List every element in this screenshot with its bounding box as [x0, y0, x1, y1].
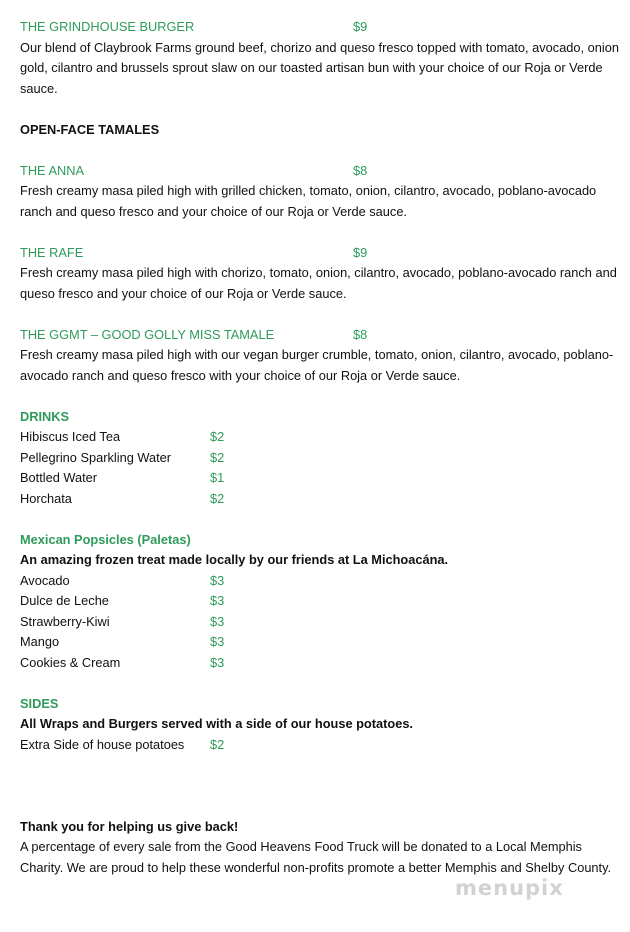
popsicle-row	[20, 571, 626, 592]
item-price: $9	[353, 244, 368, 260]
drink-name: Hibiscus Iced Tea	[20, 429, 121, 444]
popsicle-price: $3	[210, 593, 225, 608]
popsicle-name: Mango	[20, 634, 60, 649]
drink-name: Horchata	[20, 490, 72, 506]
section-heading-sides: SIDES	[20, 695, 59, 711]
item-description: Fresh creamy masa piled high with chorizo, tomato, onion, cilantro, avocado, poblano-avocado ranch and queso fresco and your choice of our Roja or Verde sauce.	[20, 265, 617, 301]
item-description: Our blend of Claybrook Farms ground beef, chorizo and queso fresco topped with tomato, avocado, onion gold, cilantro and brussels sprout slaw on our toasted artisan bun with your choice of our Roja or Verde sauce.	[20, 39, 619, 96]
section-heading-tamales: OPEN-FACE TAMALES	[20, 121, 160, 137]
popsicle-row	[20, 632, 626, 653]
item-price: $8	[353, 326, 368, 342]
popsicle-price: $3	[210, 634, 225, 649]
drink-row	[20, 468, 626, 489]
popsicle-price: $3	[210, 613, 225, 629]
side-name: Extra Side of house potatoes	[20, 736, 185, 752]
popsicle-name: Cookies & Cream	[20, 654, 121, 670]
drink-price: $2	[210, 429, 225, 444]
popsicle-name: Strawberry-Kiwi	[20, 613, 110, 629]
section-heading-popsicles: Mexican Popsicles (Paletas)	[20, 531, 191, 547]
footer-text: A percentage of every sale from the Good Heavens Food Truck will be donated to a Local Memphis Charity. We are proud to help these wonderful non-profits promote a better Memphis and Shelby County.	[20, 839, 612, 875]
drink-name: Pellegrino Sparkling Water	[20, 449, 172, 465]
popsicle-row	[20, 612, 626, 633]
section-heading-drinks: DRINKS	[20, 408, 70, 424]
section-subtitle-sides: All Wraps and Burgers served with a side of our house potatoes.	[20, 716, 413, 731]
popsicle-row	[20, 653, 626, 674]
item-name: THE GRINDHOUSE BURGER	[20, 19, 195, 34]
drink-price: $1	[210, 470, 225, 485]
footer-heading: Thank you for helping us give back!	[20, 818, 239, 834]
item-description: Fresh creamy masa piled high with grilled chicken, tomato, onion, cilantro, avocado, poblano-avocado ranch and queso fresco and your choice of our Roja or Verde sauce.	[20, 183, 597, 219]
item-description: Fresh creamy masa piled high with our vegan burger crumble, tomato, onion, cilantro, avocado, poblano-avocado ranch and queso fresco with your choice of our Roja or Verde sauce.	[20, 347, 614, 383]
tamale-rafe-heading	[20, 243, 626, 264]
drink-name: Bottled Water	[20, 470, 98, 485]
drink-price: $2	[210, 490, 225, 506]
item-name: THE GGMT – GOOD GOLLY MISS TAMALE	[20, 326, 275, 342]
drink-row	[20, 448, 626, 469]
item-name: THE ANNA	[20, 162, 84, 178]
side-row	[20, 735, 626, 756]
popsicle-price: $3	[210, 572, 225, 588]
drink-row	[20, 427, 626, 448]
popsicle-name: Avocado	[20, 572, 70, 588]
item-price: $8	[353, 162, 368, 178]
grindhouse-heading	[20, 17, 626, 38]
drink-price: $2	[210, 449, 225, 465]
side-price: $2	[210, 736, 225, 752]
item-price: $9	[353, 19, 368, 34]
menu-page	[20, 17, 626, 878]
popsicle-row	[20, 591, 626, 612]
popsicle-price: $3	[210, 654, 225, 670]
menupix-watermark: menupix	[455, 876, 564, 900]
tamale-ggmt-heading	[20, 325, 626, 346]
item-name: THE RAFE	[20, 244, 84, 260]
drink-row	[20, 489, 626, 510]
section-subtitle-popsicles: An amazing frozen treat made locally by our friends at La Michoacána.	[20, 552, 449, 567]
tamale-anna-heading	[20, 161, 626, 182]
popsicle-name: Dulce de Leche	[20, 593, 109, 608]
